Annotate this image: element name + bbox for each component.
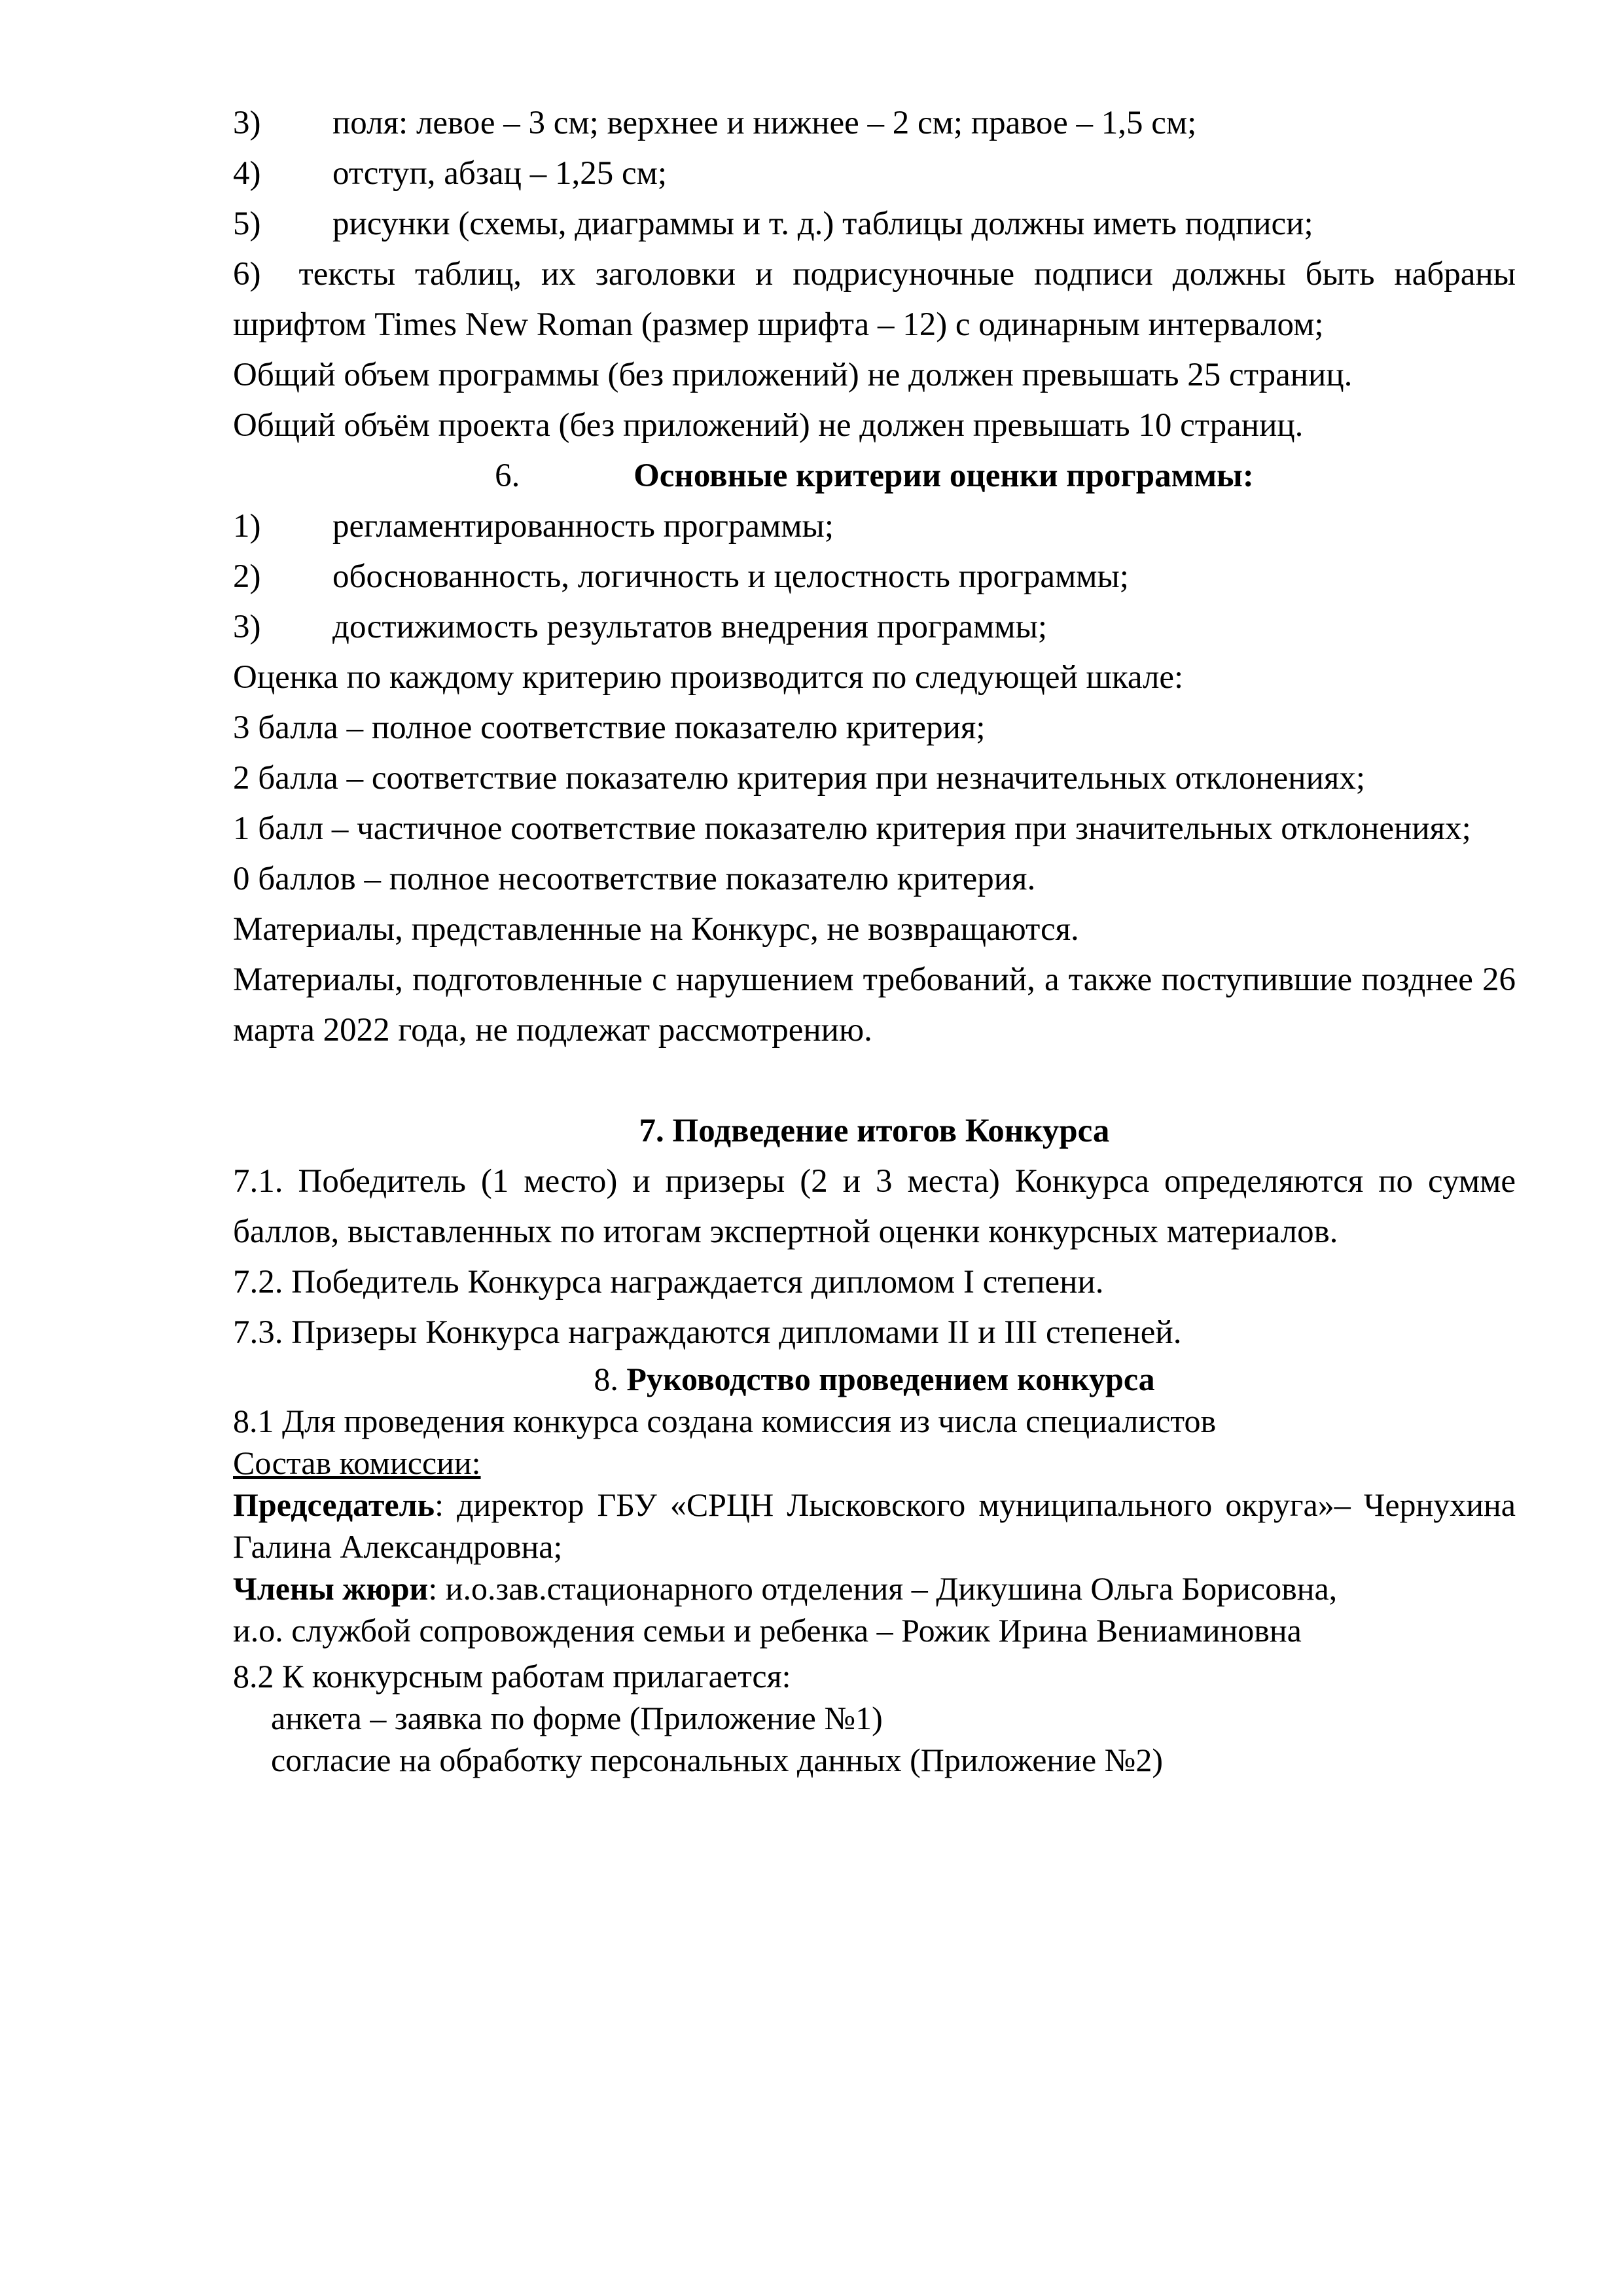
document-page: [233, 98, 1516, 1781]
list-number: 3): [233, 609, 261, 645]
section-6-heading: [233, 451, 1516, 501]
paragraph-8-2: 8.2 К конкурсным работам прилагается:: [233, 1658, 791, 1695]
jury-paragraph-continued: и.о. службой сопровождения семьи и ребенка – Рожик Ирина Вениаминовна: [233, 1612, 1302, 1649]
chair-paragraph: [233, 1484, 1516, 1568]
scale-intro: Оценка по каждому критерию производится по следующей шкале:: [233, 659, 1184, 696]
list-text: регламентированность программы;: [332, 508, 834, 545]
program-volume-paragraph: Общий объем программы (без приложений) не должен превышать 25 страниц.: [233, 357, 1353, 393]
list-item: [233, 98, 1516, 149]
scale-item: 2 балла – соответствие показателю критерия при незначительных отклонениях;: [233, 760, 1365, 797]
chair-text: : директор ГБУ «СРЦН Лысковского муниципального округа»– Чернухина Галина Александровна;: [233, 1486, 1516, 1565]
chair-label: Председатель: [233, 1486, 435, 1523]
list-text: тексты таблиц, их заголовки и подрисуночные подписи должны быть набраны шрифтом Times New Roman (размер шрифта – 12) с одинарным интервалом;: [233, 256, 1516, 343]
section-number: 8.: [594, 1361, 618, 1397]
list-item-6: [233, 249, 1516, 350]
materials-not-returned: Материалы, представленные на Конкурс, не возвращаются.: [233, 911, 1079, 948]
list-number: 2): [233, 558, 261, 595]
list-number: 1): [233, 508, 261, 545]
project-volume-paragraph: Общий объём проекта (без приложений) не должен превышать 10 страниц.: [233, 407, 1304, 444]
attachment-item: анкета – заявка по форме (Приложение №1): [271, 1700, 883, 1736]
list-number: 5): [233, 206, 261, 242]
criteria-item: [233, 552, 1516, 602]
section-number: 6.: [495, 457, 520, 494]
section-title: Основные критерии оценки программы:: [633, 457, 1254, 494]
scale-item: 0 баллов – полное несоответствие показателю критерия.: [233, 861, 1036, 897]
jury-text: : и.о.зав.стационарного отделения – Дикушина Ольга Борисовна,: [428, 1570, 1338, 1607]
commission-composition-label: Состав комиссии:: [233, 1444, 481, 1481]
section-title: Руководство проведением конкурса: [626, 1361, 1155, 1397]
scale-item: 1 балл – частичное соответствие показателю критерия при значительных отклонениях;: [233, 810, 1471, 847]
list-number: 3): [233, 105, 261, 141]
list-text: достижимость результатов внедрения программы;: [332, 609, 1048, 645]
section-7-item: 7.1. Победитель (1 место) и призеры (2 и 3 места) Конкурса определяются по сумме баллов, выставленных по итогам экспертной оценки конкурсных материалов.: [233, 1163, 1516, 1250]
attachment-item: согласие на обработку персональных данных (Приложение №2): [271, 1742, 1163, 1778]
list-text: рисунки (схемы, диаграммы и т. д.) таблицы должны иметь подписи;: [332, 206, 1313, 242]
list-item: [233, 149, 1516, 199]
paragraph-8-1: 8.1 Для проведения конкурса создана комиссия из числа специалистов: [233, 1403, 1217, 1439]
criteria-item: [233, 602, 1516, 653]
list-item: [233, 199, 1516, 249]
section-7-item: 7.3. Призеры Конкурса награждаются дипломами II и III степеней.: [233, 1314, 1182, 1351]
list-text: обоснованность, логичность и целостность программы;: [332, 558, 1129, 595]
spacer: [233, 1056, 1516, 1106]
list-number: 6): [233, 256, 261, 293]
list-text: поля: левое – 3 см; верхнее и нижнее – 2 см; правое – 1,5 см;: [332, 105, 1197, 141]
materials-rejected: Материалы, подготовленные с нарушением требований, а также поступившие позднее 26 марта 2022 года, не подлежат рассмотрению.: [233, 961, 1516, 1049]
list-text: отступ, абзац – 1,25 см;: [332, 155, 668, 192]
section-7-item: 7.2. Победитель Конкурса награждается дипломом I степени.: [233, 1264, 1104, 1300]
jury-label: Члены жюри: [233, 1570, 429, 1607]
criteria-item: [233, 501, 1516, 552]
scale-item: 3 балла – полное соответствие показателю критерия;: [233, 709, 986, 746]
section-7-heading: 7. Подведение итогов Конкурса: [639, 1113, 1110, 1149]
section-8-heading: [233, 1358, 1516, 1400]
list-number: 4): [233, 155, 261, 192]
jury-paragraph: [233, 1568, 1516, 1609]
